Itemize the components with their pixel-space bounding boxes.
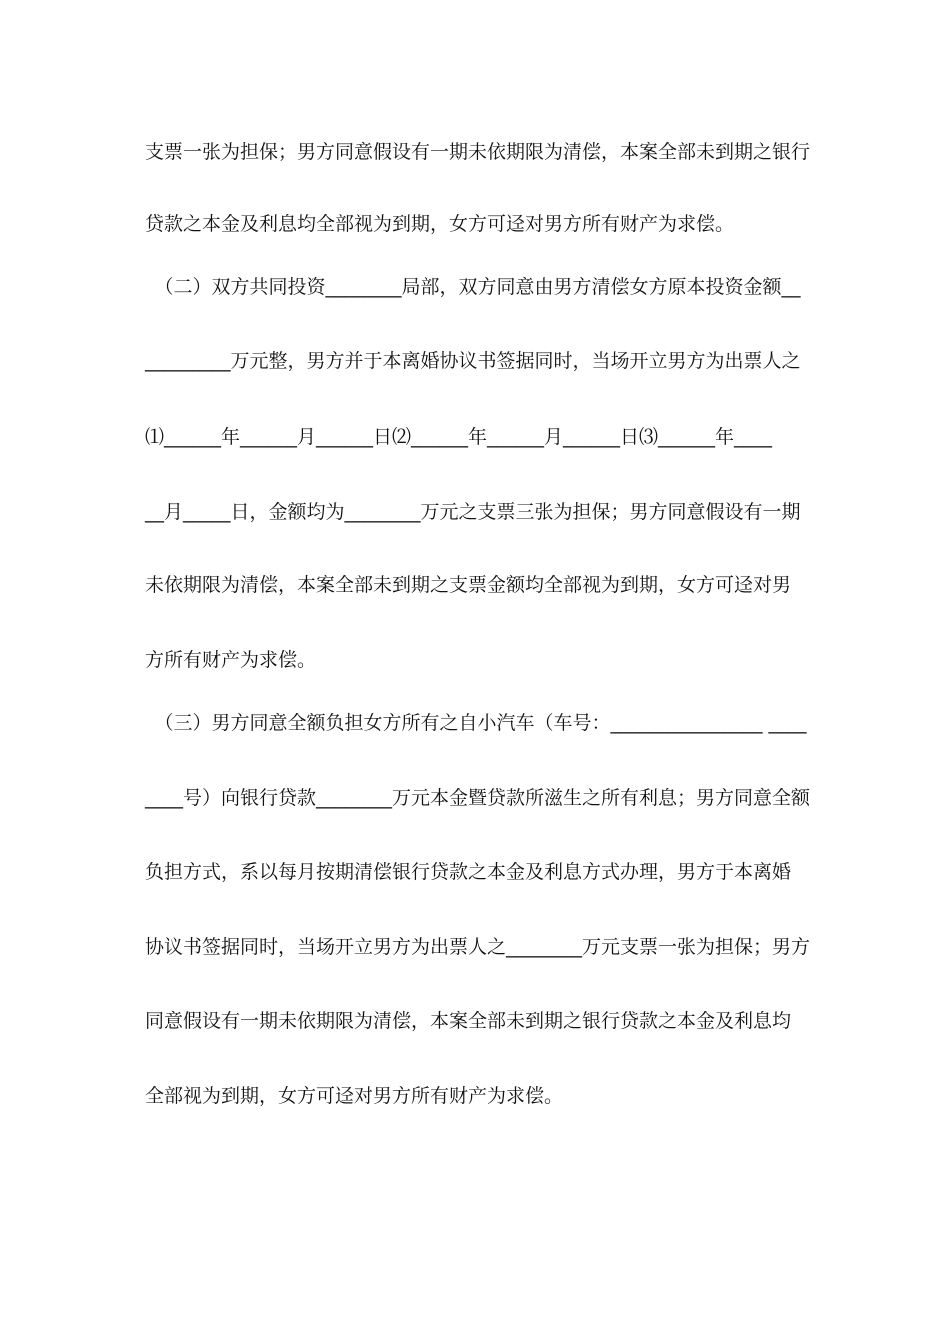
text-line: __月_____日，金额均为________万元之支票三张为担保；男方同意假设有一期 <box>145 501 801 523</box>
text-line: （二）双方共同投资________局部，双方同意由男方清偿女方原本投资金额__ <box>145 276 801 298</box>
text-line: 方所有财产为求偿。 <box>145 649 317 671</box>
text-line: ⑴______年______月______日⑵______年______月______日⑶______年____ <box>145 426 773 448</box>
text-line: 支票一张为担保；男方同意假设有一期未依期限为清偿，本案全部未到期之银行 <box>145 141 811 163</box>
text-line: （三）男方同意全额负担女方所有之自小汽车（车号：________________ ____ <box>145 712 807 734</box>
text-line: _________万元整，男方并于本离婚协议书签据同时，当场开立男方为出票人之 <box>145 350 801 372</box>
text-line: 负担方式，系以每月按期清偿银行贷款之本金及利息方式办理，男方于本离婚 <box>145 861 792 883</box>
text-line: 贷款之本金及利息均全部视为到期，女方可迳对男方所有财产为求偿。 <box>145 213 735 235</box>
text-line: 协议书签据同时，当场开立男方为出票人之________万元支票一张为担保；男方 <box>145 936 811 958</box>
text-line: 未依期限为清偿，本案全部未到期之支票金额均全部视为到期，女方可迳对男 <box>145 574 792 596</box>
text-line: ____号）向银行贷款________万元本金暨贷款所滋生之所有利息；男方同意全额 <box>145 787 811 809</box>
text-line: 全部视为到期，女方可迳对男方所有财产为求偿。 <box>145 1085 564 1107</box>
text-line: 同意假设有一期未依期限为清偿，本案全部未到期之银行贷款之本金及利息均 <box>145 1010 792 1032</box>
